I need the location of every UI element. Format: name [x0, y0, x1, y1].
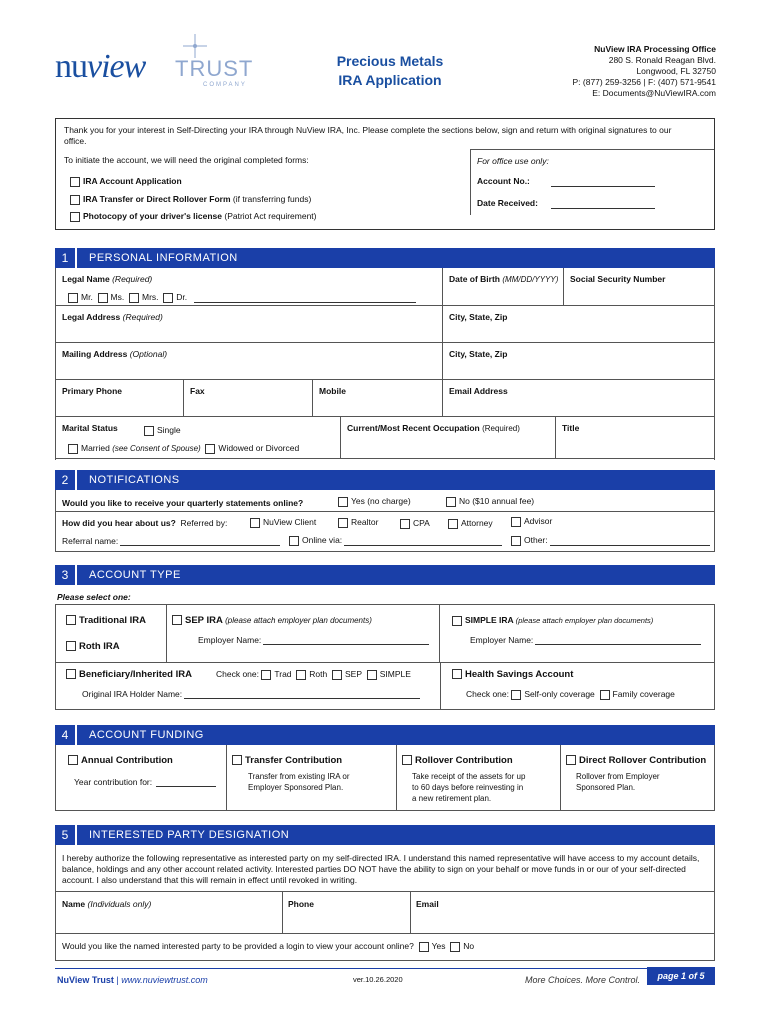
checkbox[interactable]: [66, 669, 76, 679]
checkbox[interactable]: [205, 444, 215, 454]
checkbox[interactable]: [511, 690, 521, 700]
checkbox[interactable]: [332, 670, 342, 680]
referral-name-field[interactable]: [120, 537, 280, 546]
checkbox[interactable]: [450, 942, 460, 952]
section-5-header: [55, 825, 715, 845]
legal-name-field[interactable]: [194, 294, 416, 303]
intro-text: Thank you for your interest in Self-Directing your IRA through NuView IRA, Inc. Please complete the sections below, sign and return with original signatures to our office.: [64, 125, 672, 146]
form-item[interactable]: IRA Transfer or Direct Rollover Form (if transferring funds): [70, 194, 311, 205]
checkbox[interactable]: [163, 293, 173, 303]
legal-name-cell[interactable]: Legal Name (Required) Mr. Ms. Mrs. Dr.: [56, 268, 443, 306]
checkbox[interactable]: [338, 497, 348, 507]
checkbox[interactable]: [400, 519, 410, 529]
title-line-2: IRA Application: [338, 72, 442, 88]
statements-question: Would you like to receive your quarterly statements online?: [62, 498, 304, 508]
dob-cell[interactable]: Date of Birth (MM/DD/YYYY): [443, 268, 564, 306]
footer-version: ver.10.26.2020: [353, 975, 403, 984]
checkbox[interactable]: [66, 615, 76, 625]
section-number: 3: [55, 565, 77, 585]
checkbox[interactable]: [172, 615, 182, 625]
section-2-header: [55, 470, 715, 490]
checkbox[interactable]: [452, 669, 462, 679]
notifications-box: Would you like to receive your quarterly statements online? Yes (no charge) No ($10 annual fee) How did you hear about us? Referred by: NuView Client Realtor CPA Attorney Advisor Referral name: Online via: Other:: [55, 490, 715, 552]
mobile-cell[interactable]: Mobile: [313, 380, 443, 417]
mailing-address-cell[interactable]: Mailing Address (Optional): [56, 343, 443, 380]
section-4-header: [55, 725, 715, 745]
fax-cell[interactable]: Fax: [184, 380, 313, 417]
checkbox[interactable]: [511, 536, 521, 546]
checkbox[interactable]: [261, 670, 271, 680]
checkbox[interactable]: [419, 942, 429, 952]
account-type-box: Traditional IRA Roth IRA SEP IRA (please attach employer plan documents) Employer Name: SIMPLE IRA (please attach employer plan documents) Employer Name: Beneficiary/Inherited IRA Check one: Trad Roth SEP SIMPLE Original IRA Holder Name: Health Savings Account Check one: Self-only coverage Family coverage: [55, 604, 715, 710]
office-use-box: [470, 149, 714, 215]
checkbox[interactable]: [600, 690, 610, 700]
checkbox[interactable]: [98, 293, 108, 303]
checkbox[interactable]: [66, 641, 76, 651]
section-number: 2: [55, 470, 77, 490]
logo-trust: TRUST: [175, 56, 254, 81]
holder-name-field[interactable]: [184, 690, 420, 699]
personal-info-grid: [55, 268, 715, 460]
office-address: [490, 44, 716, 99]
date-received-label: Date Received:: [477, 198, 538, 208]
title-line-1: Precious Metals: [336, 53, 444, 69]
checkbox[interactable]: [367, 670, 377, 680]
city-state-zip-cell[interactable]: City, State, Zip: [443, 306, 714, 343]
select-one-label: Please select one:: [57, 592, 131, 602]
interested-party-box: I hereby authorize the following representative as interested party on my self-directed IRA. I understand this named representative will have access to my account details, balance, holdings and any other account related activity. Interested parties DO NOT have the ability to sign on your behalf or move funds in or our of your self-directed account. I also understand that this will remain in effect until revoked in writing. Name (Individuals only) Phone Email Would you like the named interested party to be provided a login to view your account online? Yes No: [55, 845, 715, 961]
checkbox[interactable]: [402, 755, 412, 765]
checkbox[interactable]: [232, 755, 242, 765]
interested-party-text: I hereby authorize the following representative as interested party on my self-directed IRA. I understand this named representative will have access to my account details, balance, holdings and any other account related activity. Interested parties DO NOT have the ability to sign on your behalf or move funds in or our of your self-directed account. I also understand that this will remain in effect until revoked in writing.: [62, 853, 700, 885]
section-1-header: [55, 248, 715, 268]
section-number: 4: [55, 725, 77, 745]
form-item[interactable]: Photocopy of your driver's license (Patriot Act requirement): [70, 211, 317, 222]
checkbox[interactable]: [289, 536, 299, 546]
checkbox[interactable]: [452, 616, 462, 626]
simple-employer-field[interactable]: [535, 636, 701, 645]
office-email[interactable]: E: Documents@NuViewIRA.com: [592, 88, 716, 98]
mailing-city-cell[interactable]: City, State, Zip: [443, 343, 714, 380]
title-cell[interactable]: Title: [556, 417, 714, 459]
intro-box: [55, 118, 715, 230]
checkbox[interactable]: [68, 293, 78, 303]
online-via-field[interactable]: [344, 537, 502, 546]
checkbox[interactable]: [129, 293, 139, 303]
marital-cell[interactable]: Marital Status Single Married (see Consent of Spouse) Widowed or Divorced: [56, 417, 341, 459]
checkbox[interactable]: [70, 195, 80, 205]
footer-tagline: More Choices. More Control.: [525, 975, 641, 985]
section-title: ACCOUNT FUNDING: [89, 729, 204, 741]
email-cell[interactable]: Email Address: [443, 380, 714, 417]
checkbox[interactable]: [70, 177, 80, 187]
logo-view: view: [87, 48, 146, 85]
account-no-field[interactable]: [551, 178, 655, 187]
logo: [55, 42, 255, 97]
checkbox[interactable]: [144, 426, 154, 436]
section-number: 5: [55, 825, 77, 845]
section-title: NOTIFICATIONS: [89, 474, 180, 486]
date-received-field[interactable]: [551, 200, 655, 209]
checkbox[interactable]: [250, 518, 260, 528]
footer-page: page 1 of 5: [647, 967, 715, 985]
phone-cell[interactable]: Primary Phone: [56, 380, 184, 417]
legal-address-cell[interactable]: Legal Address (Required): [56, 306, 443, 343]
account-no-label: Account No.:: [477, 176, 530, 186]
office-street: 280 S. Ronald Reagan Blvd.: [608, 55, 716, 65]
logo-nu: nu: [55, 48, 87, 85]
checkbox[interactable]: [70, 212, 80, 222]
form-item[interactable]: IRA Account Application: [70, 176, 182, 187]
office-phone: P: (877) 259-3256 | F: (407) 571-9541: [572, 77, 716, 87]
year-field[interactable]: [156, 778, 216, 787]
footer: NuView Trust | www.nuviewtrust.com ver.10.26.2020 More Choices. More Control. page 1 of 5: [55, 968, 715, 990]
intro-initiate: To initiate the account, we will need the original completed forms:: [64, 155, 309, 165]
section-title: INTERESTED PARTY DESIGNATION: [89, 829, 290, 841]
checkbox[interactable]: [448, 519, 458, 529]
logo-star-icon: [175, 34, 215, 58]
checkbox[interactable]: [68, 755, 78, 765]
section-title: PERSONAL INFORMATION: [89, 252, 238, 264]
page-title: [320, 52, 460, 90]
ssn-cell[interactable]: Social Security Number: [564, 268, 714, 306]
checkbox[interactable]: [296, 670, 306, 680]
footer-url[interactable]: www.nuviewtrust.com: [121, 975, 208, 985]
section-title: ACCOUNT TYPE: [89, 569, 181, 581]
checkbox[interactable]: [338, 518, 348, 528]
sep-employer-field[interactable]: [263, 636, 429, 645]
occupation-cell[interactable]: Current/Most Recent Occupation (Required): [341, 417, 556, 459]
checkbox[interactable]: [511, 517, 521, 527]
office-use-label: For office use only:: [477, 156, 549, 166]
section-3-header: [55, 565, 715, 585]
checkbox[interactable]: [68, 444, 78, 454]
checkbox[interactable]: [446, 497, 456, 507]
checkbox[interactable]: [566, 755, 576, 765]
office-city: Longwood, FL 32750: [636, 66, 716, 76]
other-field[interactable]: [550, 537, 710, 546]
logo-company: COMPANY: [203, 82, 247, 88]
footer-brand: NuView Trust: [57, 975, 114, 985]
funding-box: Annual Contribution Year contribution for: Transfer Contribution Transfer from existing IRA or Employer Sponsored Plan. Rollover Contribution Take receipt of the assets for up to 60 days before reinvesting in a new retirement plan. Direct Rollover Contribution Rollover from Employer Sponsored Plan.: [55, 745, 715, 811]
section-number: 1: [55, 248, 77, 268]
office-name: NuView IRA Processing Office: [594, 44, 716, 54]
